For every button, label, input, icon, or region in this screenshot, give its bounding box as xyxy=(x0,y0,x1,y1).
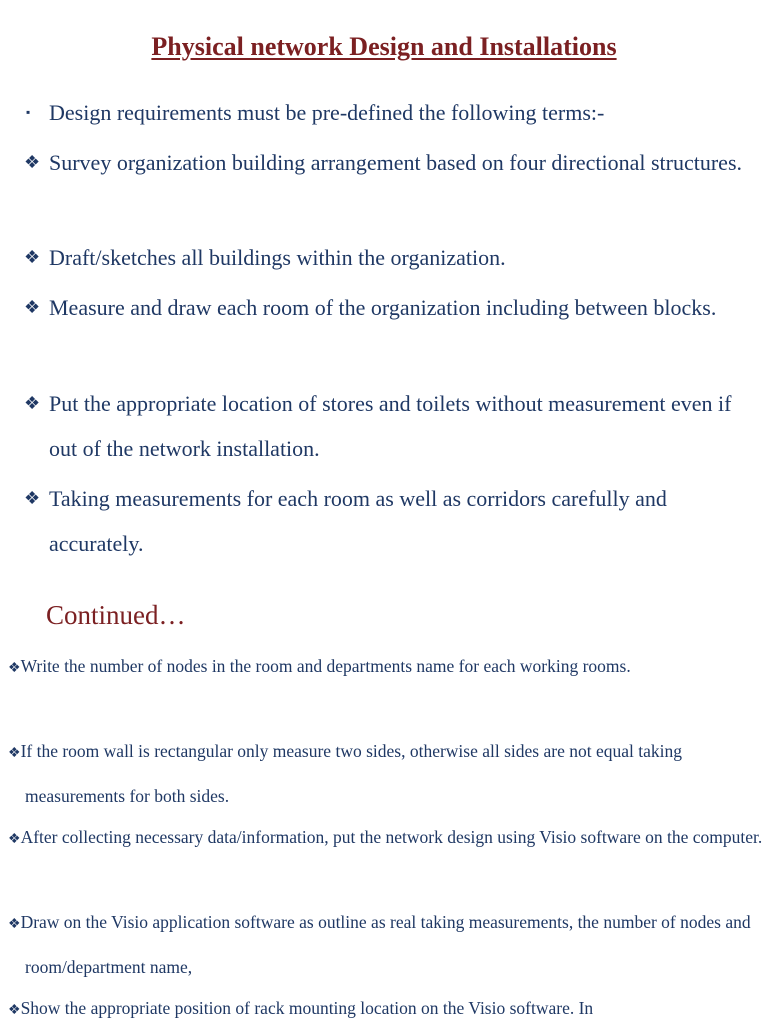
sub-list-item-text: If the room wall is rectangular only measure two sides, otherwise all sides are not equal taking measurements for both sides. xyxy=(20,741,682,806)
sub-list-item-text: Show the appropriate position of rack mounting location on the Visio software. In xyxy=(20,998,594,1018)
page-title: Physical network Design and Installations xyxy=(151,32,617,61)
list-item-text: Put the appropriate location of stores and toilets without measurement even if out of the network installation. xyxy=(49,391,732,461)
sub-list-item xyxy=(8,645,765,690)
section-heading: Continued… xyxy=(46,600,186,630)
diamond-bullet-icon: ❖ xyxy=(24,297,41,317)
diamond-bullet-icon: ❖ xyxy=(24,247,41,267)
sub-list-item xyxy=(8,987,765,1032)
list-item xyxy=(24,90,764,135)
list-item xyxy=(24,476,764,566)
list-item-text: Taking measurements for each room as well as corridors carefully and accurately. xyxy=(49,486,667,556)
list-item xyxy=(24,381,764,471)
diamond-bullet-icon: ❖ xyxy=(8,917,21,932)
sub-list-item xyxy=(8,730,765,817)
diamond-bullet-icon: ❖ xyxy=(8,832,21,847)
sub-list-item xyxy=(8,901,765,988)
diamond-bullet-icon: ❖ xyxy=(8,661,21,676)
sub-list-item-text: Write the number of nodes in the room and departments name for each working rooms. xyxy=(20,656,631,676)
list-item xyxy=(24,140,764,185)
list-item-text: Design requirements must be pre-defined the following terms:- xyxy=(49,100,605,125)
diamond-bullet-icon: ❖ xyxy=(8,1003,21,1018)
diamond-bullet-icon: ❖ xyxy=(24,393,41,413)
list-item-text: Measure and draw each room of the organization including between blocks. xyxy=(49,295,717,320)
sub-list-item-text: Draw on the Visio application software as outline as real taking measurements, the number of nodes and room/department name, xyxy=(20,912,751,977)
square-bullet-icon: ▪ xyxy=(26,105,31,119)
list-item xyxy=(24,285,764,330)
sub-list-item xyxy=(8,816,765,861)
diamond-bullet-icon: ❖ xyxy=(8,746,21,761)
diamond-bullet-icon: ❖ xyxy=(24,152,41,172)
list-item-text: Draft/sketches all buildings within the organization. xyxy=(49,245,506,270)
list-item-text: Survey organization building arrangement based on four directional structures. xyxy=(49,150,742,175)
list-item xyxy=(24,235,764,280)
sub-list-item-text: After collecting necessary data/information, put the network design using Visio software on the computer. xyxy=(20,827,763,847)
diamond-bullet-icon: ❖ xyxy=(24,488,41,508)
